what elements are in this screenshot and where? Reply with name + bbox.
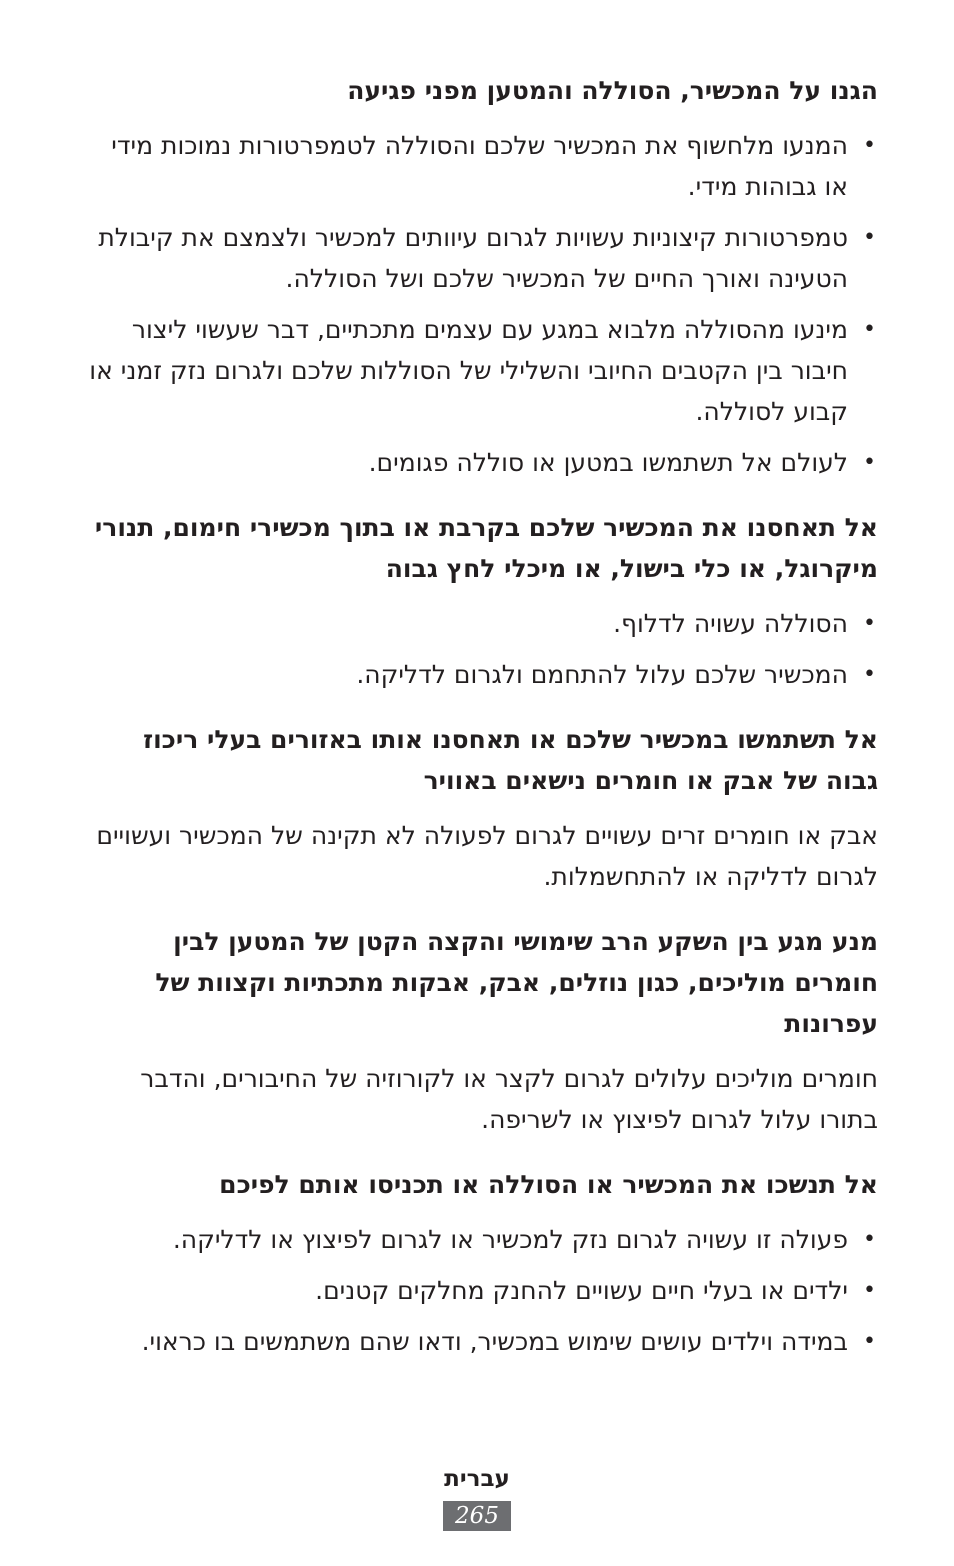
list-item bbox=[88, 654, 878, 695]
list-item-text: במידה וילדים עושים שימוש במכשיר, ודאו שהם משתמשים בו כראוי. bbox=[141, 1327, 848, 1356]
section-heading: אל תשתמשו במכשיר שלכם או תאחסנו אותו באזורים בעלי ריכוז גבוה של אבק או חומרים נישאים באוויר bbox=[143, 725, 878, 795]
section-heating-devices bbox=[88, 507, 878, 695]
list-item bbox=[88, 217, 878, 299]
list-item bbox=[88, 125, 878, 207]
bullet-icon: • bbox=[863, 611, 876, 636]
bullet-icon: • bbox=[863, 1227, 876, 1252]
section-heading: מנע מגע בין השקע הרב שימושי והקצה הקטן של המטען לבין חומרים מוליכים, כגון נוזלים, אבק, אבקות מתכתיות וקצוות של עפרונות bbox=[155, 927, 878, 1038]
section-paragraph: חומרים מוליכים עלולים לגרום לקצר או לקורוזיה של החיבורים, והדבר בתורו עלול לגרום לפיצוץ או לשריפה. bbox=[140, 1064, 878, 1134]
bullet-list bbox=[88, 603, 878, 695]
list-item-text: מינעו מהסוללה מלבוא במגע עם עצמים מתכתיים, דבר שעשוי ליצור חיבור בין הקטבים החיובי והשלילי של הסוללות שלכם ולגרום נזק זמני או קבוע לסוללה. bbox=[89, 315, 848, 426]
list-item bbox=[88, 1270, 878, 1311]
section-heading: הגנו על המכשיר, הסוללה והמטען מפני פגיעה bbox=[347, 76, 878, 105]
bullet-icon: • bbox=[863, 133, 876, 158]
list-item-text: ילדים או בעלי חיים עשויים להחנק מחלקים קטנים. bbox=[315, 1276, 848, 1305]
bullet-list bbox=[88, 125, 878, 483]
bullet-icon: • bbox=[863, 1329, 876, 1354]
section-do-not-bite bbox=[88, 1164, 878, 1362]
list-item bbox=[88, 1219, 878, 1260]
section-heading: אל תנשכו את המכשיר או הסוללה או תכניסו אותם לפיכם bbox=[219, 1170, 878, 1199]
footer-language: עברית bbox=[444, 1466, 510, 1492]
document-body bbox=[88, 70, 878, 1386]
page-number: 265 bbox=[443, 1501, 511, 1531]
section-protect-device bbox=[88, 70, 878, 483]
section-dust bbox=[88, 719, 878, 897]
list-item-text: המכשיר שלכם עלול להתחמם ולגרום לדליקה. bbox=[356, 660, 848, 689]
section-conductive-materials bbox=[88, 921, 878, 1140]
list-item-text: הסוללה עשויה לדלוף. bbox=[613, 609, 848, 638]
list-item-text: לעולם אל תשתמשו במטען או סוללה פגומים. bbox=[368, 448, 848, 477]
list-item bbox=[88, 603, 878, 644]
bullet-icon: • bbox=[863, 450, 876, 475]
list-item bbox=[88, 309, 878, 432]
list-item-text: פעולה זו עשויה לגרום נזק למכשיר או לגרום לפיצוץ או לדליקה. bbox=[172, 1225, 848, 1254]
bullet-icon: • bbox=[863, 225, 876, 250]
list-item bbox=[88, 1321, 878, 1362]
list-item bbox=[88, 442, 878, 483]
list-item-text: טמפרטורות קיצוניות עשויות לגרום עיוותים למכשיר ולצמצם את קיבולת הטעינה ואורך החיים של המכשיר שלכם ושל הסוללה. bbox=[98, 223, 848, 293]
bullet-icon: • bbox=[863, 1278, 876, 1303]
bullet-list bbox=[88, 1219, 878, 1362]
section-heading: אל תאחסנו את המכשיר שלכם בקרבת או בתוך מכשירי חימום, תנורי מיקרוגל, או כלי בישול, או מיכלי לחץ גבוה bbox=[94, 513, 878, 583]
page-footer bbox=[0, 1463, 954, 1531]
section-paragraph: אבק או חומרים זרים עשויים לגרום לפעולה לא תקינה של המכשיר ועשויים לגרום לדליקה או להתחשמלות. bbox=[96, 821, 878, 891]
bullet-icon: • bbox=[863, 317, 876, 342]
list-item-text: המנעו מלחשוף את המכשיר שלכם והסוללה לטמפרטורות נמוכות מידי או גבוהות מידי. bbox=[111, 131, 848, 201]
bullet-icon: • bbox=[863, 662, 876, 687]
